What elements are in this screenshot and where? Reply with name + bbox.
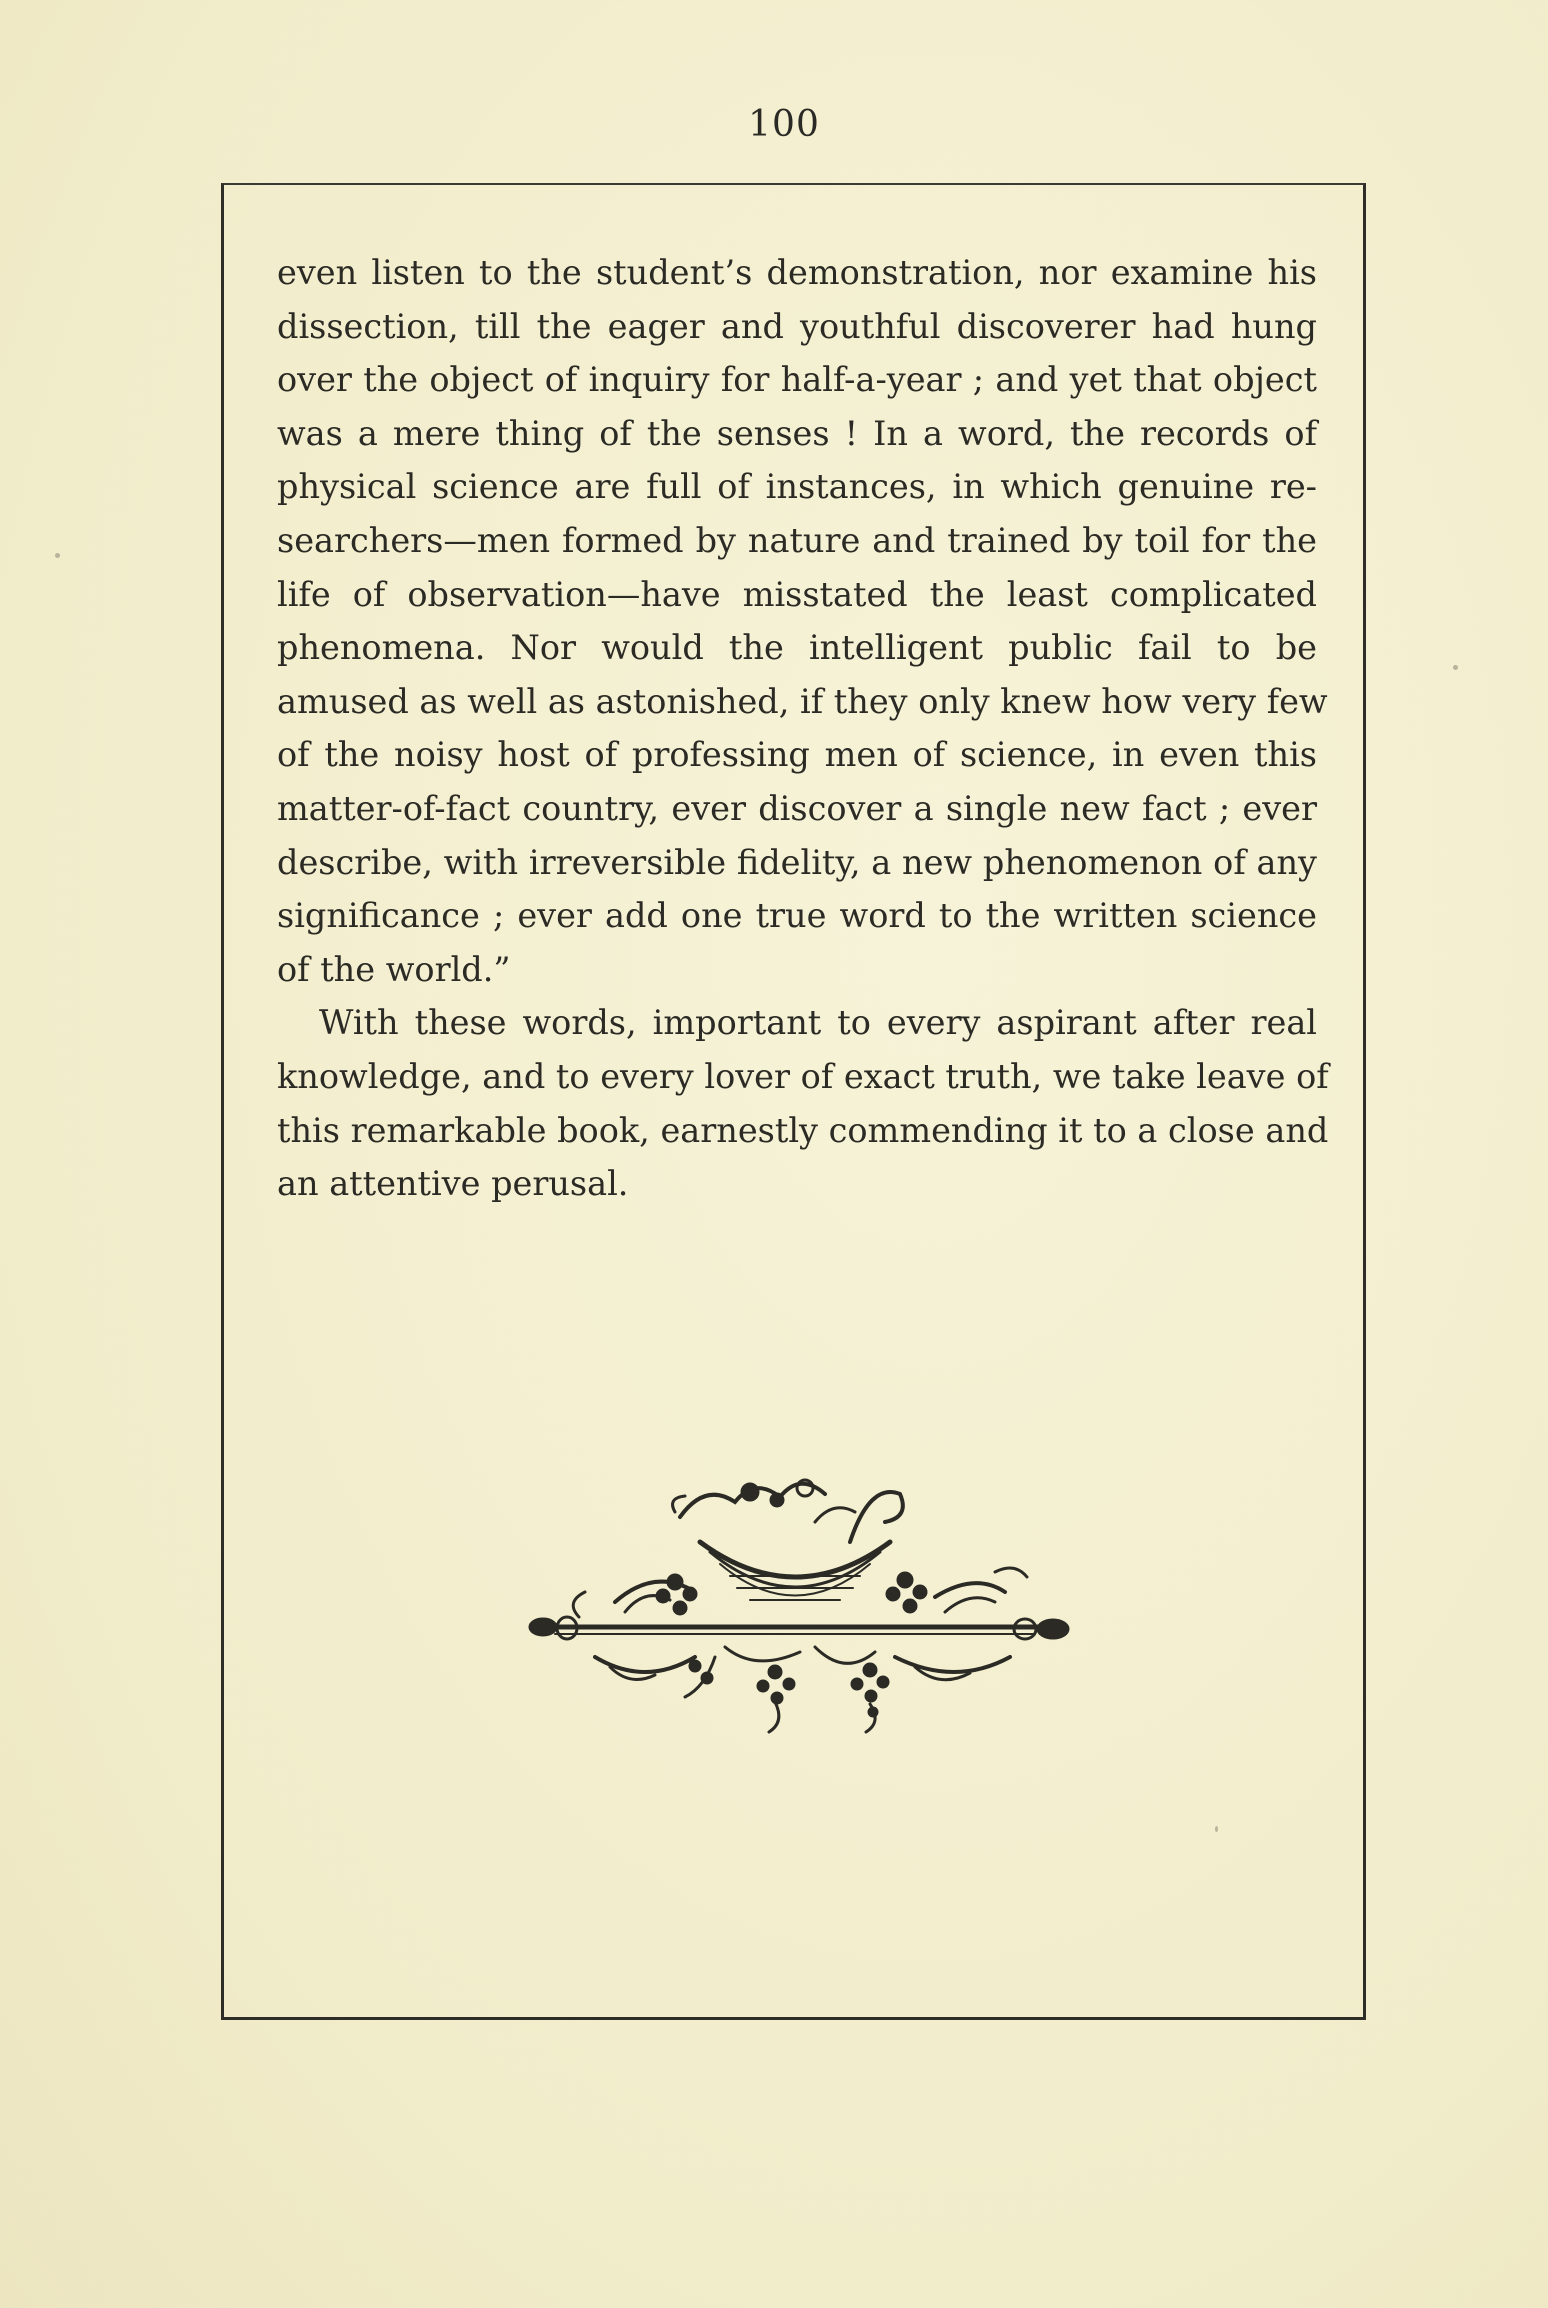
text-line: knowledge, and to every lover of exact truth, we take leave of bbox=[277, 1056, 1329, 1096]
text-line: describe, with irreversible fidelity, a new phenomenon of any bbox=[277, 842, 1317, 882]
text-line: matter-of-fact country, ever discover a single new fact ; ever bbox=[277, 788, 1317, 828]
paper-speck bbox=[1453, 665, 1458, 670]
body-text bbox=[277, 246, 1329, 1211]
text-line: amused as well as astonished, if they only knew how very few bbox=[277, 681, 1328, 721]
text-line: searchers—men formed by nature and trained by toil for the bbox=[277, 520, 1317, 560]
page-number: 100 bbox=[748, 104, 820, 145]
paper-speck bbox=[1215, 1826, 1218, 1832]
text-line: of the noisy host of professing men of science, in even this bbox=[277, 735, 1317, 775]
text-line: life of observation—have misstated the least complicated bbox=[277, 574, 1317, 614]
text-line: With these words, important to every aspirant after real bbox=[319, 1003, 1317, 1043]
text-line: physical science are full of instances, in which genuine re- bbox=[277, 467, 1317, 507]
text-line: this remarkable book, earnestly commending it to a close and bbox=[277, 1110, 1329, 1150]
text-line: phenomena. Nor would the intelligent public fail to be bbox=[277, 628, 1317, 668]
paper-speck bbox=[55, 553, 60, 558]
text-line: even listen to the student’s demonstration, nor examine his bbox=[277, 253, 1317, 292]
text-line: of the world.” bbox=[277, 949, 511, 989]
text-line: over the object of inquiry for half-a-year ; and yet that object bbox=[277, 360, 1317, 400]
text-line: an attentive perusal. bbox=[277, 1164, 629, 1204]
text-line: significance ; ever add one true word to the written science bbox=[277, 896, 1317, 936]
text-line: dissection, till the eager and youthful discoverer had hung bbox=[277, 306, 1317, 346]
floral-basket-tailpiece-icon bbox=[515, 1472, 1075, 1742]
text-line: was a mere thing of the senses ! In a word, the records of bbox=[277, 413, 1317, 453]
